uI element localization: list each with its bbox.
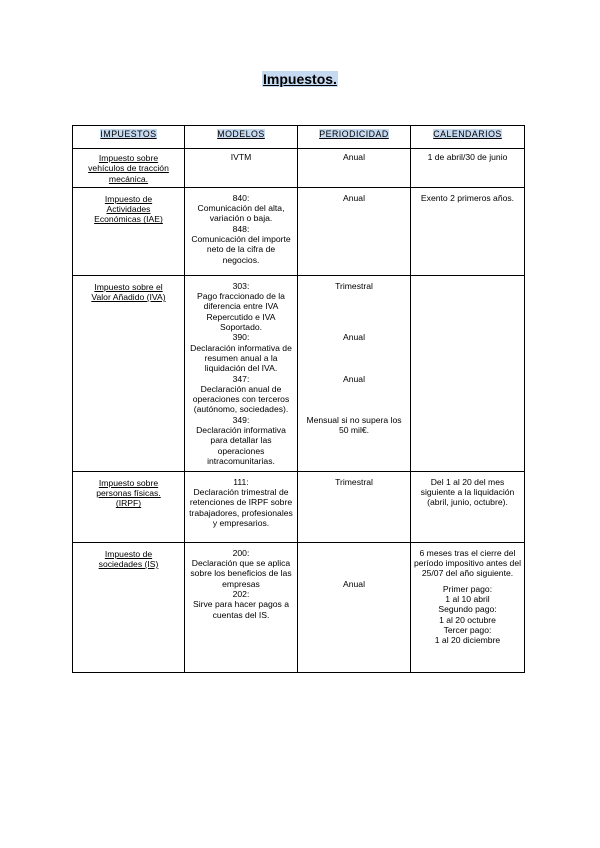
header-modelos: MODELOS (185, 126, 298, 149)
tax-cell: Impuesto sobre personas físicas. (IRPF) (73, 471, 185, 542)
modelos-cell: 840: Comunicación del alta, variación o baja. 848: Comunicación del importe neto de la cifra de negocios. (185, 187, 298, 275)
header-calendarios: CALENDARIOS (411, 126, 525, 149)
tax-cell: Impuesto de sociedades (IS) (73, 542, 185, 672)
header-impuestos: IMPUESTOS (73, 126, 185, 149)
tax-cell: Impuesto sobre el Valor Añadido (IVA) (73, 275, 185, 471)
table-row (73, 275, 525, 471)
tax-table (72, 125, 525, 673)
calendario-cell: Del 1 al 20 del mes siguiente a la liquidación (abril, junio, octubre). (411, 471, 525, 542)
page-title: Impuestos. (263, 71, 337, 87)
periodicidad-cell: Trimestral (298, 471, 411, 542)
table-row (73, 149, 525, 188)
periodicidad-cell: Anual (298, 149, 411, 188)
calendario-cell: Exento 2 primeros años. (411, 187, 525, 275)
periodicidad-cell: Anual (298, 187, 411, 275)
modelos-cell: 200: Declaración que se aplica sobre los beneficios de las empresas 202: Sirve para hacer pagos a cuentas del IS. (185, 542, 298, 672)
calendario-cell: 6 meses tras el cierre del período impositivo antes del 25/07 del año siguiente. Primer pago: 1 al 10 abril Segundo pago: 1 al 20 octubre Tercer pago: 1 al 20 diciembre (411, 542, 525, 672)
modelos-cell: IVTM (185, 149, 298, 188)
calendario-cell (411, 275, 525, 471)
header-periodicidad: PERIODICIDAD (298, 126, 411, 149)
periodicidad-cell: Anual (298, 542, 411, 672)
table-header-row (73, 126, 525, 149)
tax-cell: Impuesto de Actividades Económicas (IAE) (73, 187, 185, 275)
periodicidad-cell: Trimestral Anual Anual Mensual si no supera los 50 mil€. (298, 275, 411, 471)
table-row (73, 471, 525, 542)
modelos-cell: 303: Pago fraccionado de la diferencia entre IVA Repercutido e IVA Soportado. 390: Declaración informativa de resumen anual a la liquidación del IVA. 347: Declaración anual de operaciones con terceros (autónomo, sociedades). 349: Declaración informativa para detallar las operaciones intracomunitarias. (185, 275, 298, 471)
tax-cell: Impuesto sobre vehículos de tracción mecánica. (73, 149, 185, 188)
table-row (73, 187, 525, 275)
calendario-cell: 1 de abril/30 de junio (411, 149, 525, 188)
table-row (73, 542, 525, 672)
modelos-cell: 111: Declaración trimestral de retenciones de IRPF sobre trabajadores, profesionales y empresarios. (185, 471, 298, 542)
